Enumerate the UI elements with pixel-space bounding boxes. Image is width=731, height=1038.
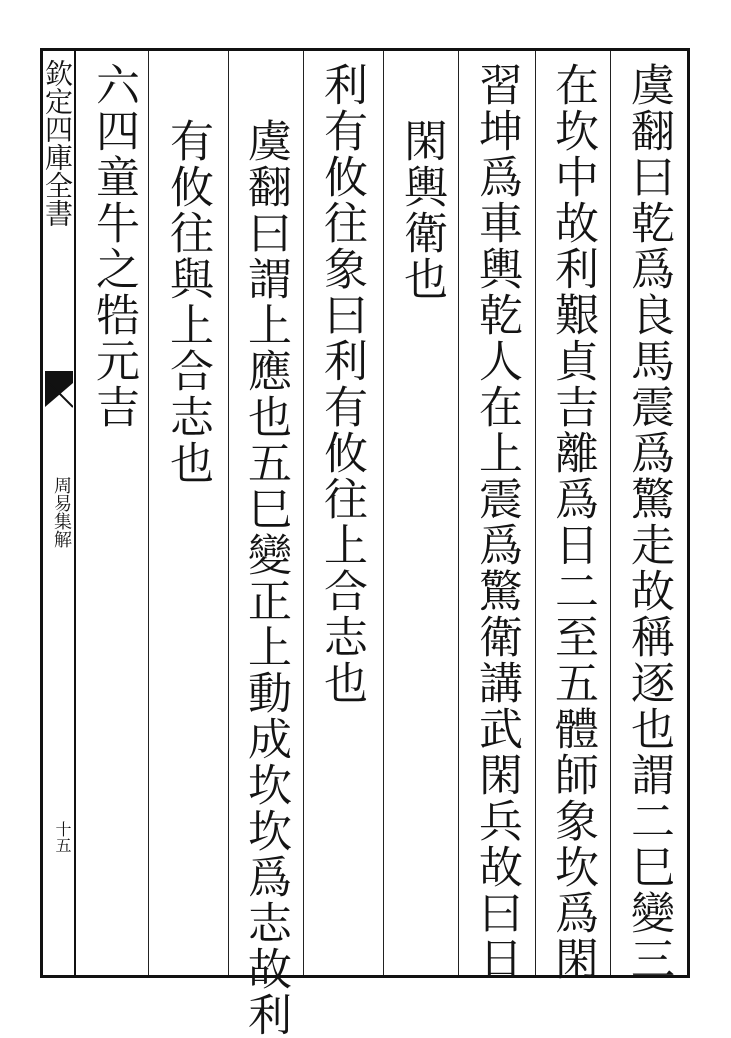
column-rule (458, 51, 459, 975)
text-column-2: 在坎中故利艱貞吉離爲日二至五體師象坎爲閑 (547, 62, 598, 982)
text-column-8: 六四童牛之牿元吉 (88, 62, 139, 430)
fish-tail-mark-icon (45, 371, 73, 411)
margin-section-title: 周易集解 (51, 476, 72, 548)
column-rule (383, 51, 384, 975)
text-column-4: 閑輿衛也 (396, 118, 447, 302)
column-rule (303, 51, 304, 975)
text-column-5: 利有攸往象曰利有攸往上合志也 (316, 62, 367, 706)
margin-title: 欽定四庫全書 (41, 59, 74, 227)
text-column-7: 有攸往與上合志也 (162, 118, 213, 486)
margin-page-number: 十五 (53, 821, 72, 853)
text-column-1: 虞翻曰乾爲良馬震爲驚走故稱逐也謂二巳變三 (623, 62, 674, 982)
text-column-3: 習坤爲車輿乾人在上震爲驚衛講武閑兵故曰日 (471, 62, 522, 982)
column-rule (535, 51, 536, 975)
margin-strip (43, 51, 76, 975)
column-rule (148, 51, 149, 975)
text-column-6: 虞翻曰謂上應也五巳變正上動成坎坎爲志故利 (240, 118, 291, 1038)
column-rule (610, 51, 611, 975)
column-rule (228, 51, 229, 975)
